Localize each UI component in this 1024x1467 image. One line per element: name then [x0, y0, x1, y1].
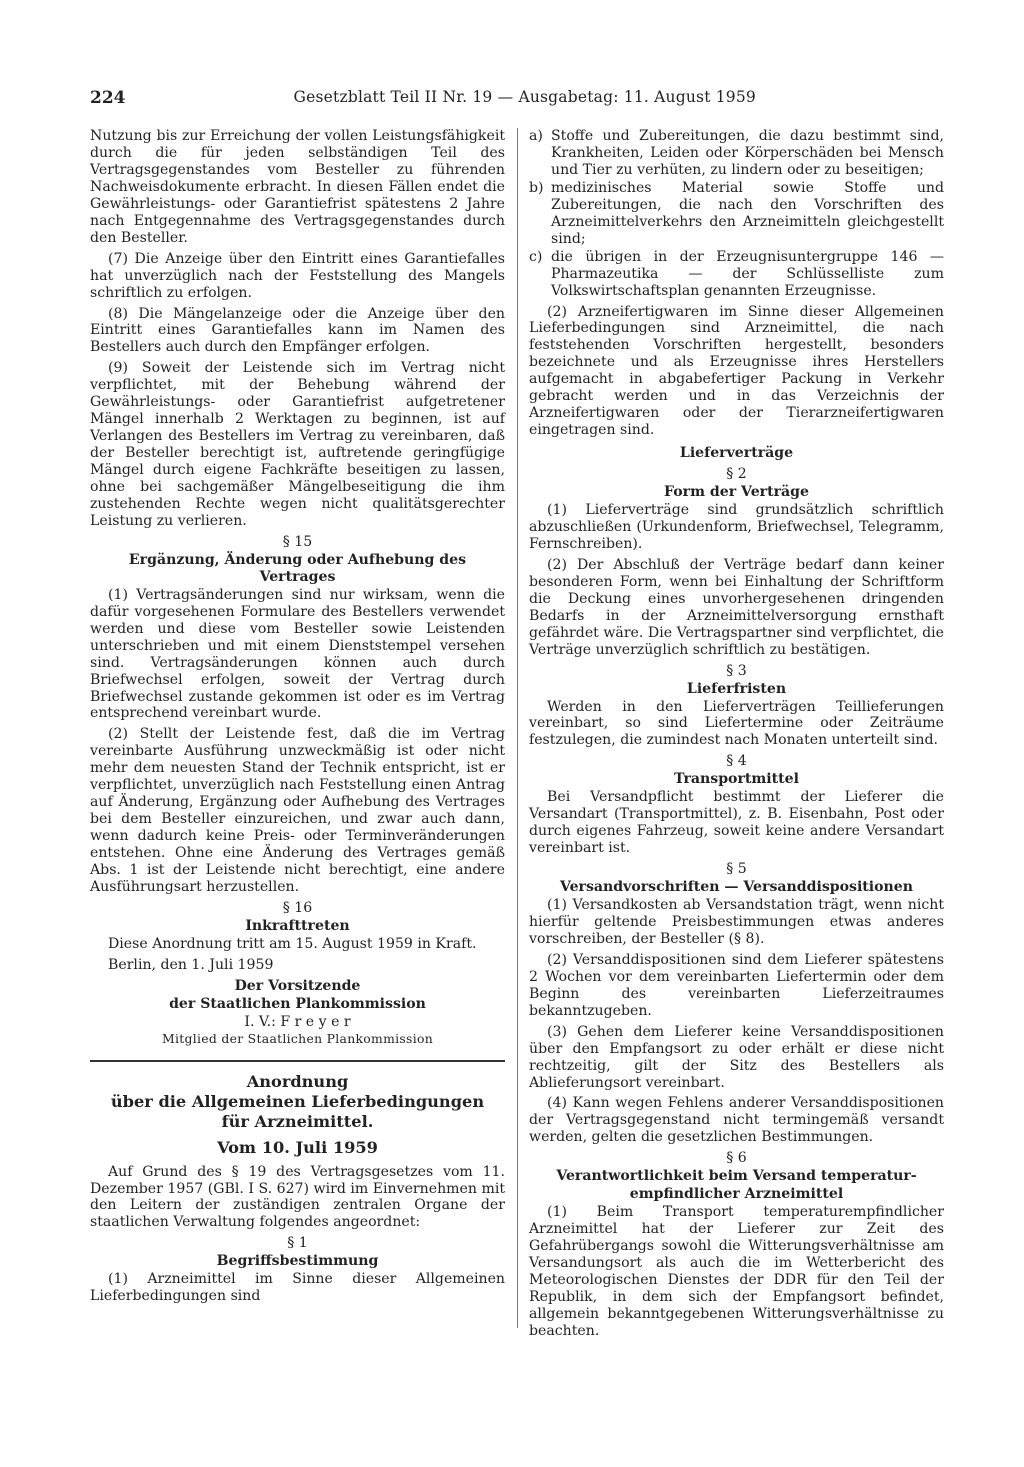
section-2-paragraph-1: (1) Lieferverträge sind grundsätzlich schriftlich abzuschließen (Urkundenform, Briefwechsel, Telegramm, Fernschreiben). — [529, 502, 944, 552]
section-1-paragraph-1: (1) Arzneimittel im Sinne dieser Allgemeinen Lieferbedingungen sind — [90, 1271, 505, 1305]
section-1-number: § 1 — [287, 1235, 308, 1252]
section-5-paragraph-1: (1) Versandkosten ab Versandstation trägt, wenn nicht hierfür geltende Preisbestimmungen etwas anderes vorschreiben, der Besteller (§ 8). — [529, 896, 944, 947]
section-5-number: § 5 — [726, 861, 747, 878]
signature-role: Mitglied der Staatlichen Plankommission — [161, 1030, 434, 1046]
left-column — [90, 128, 505, 1309]
section-5-paragraph-4: (4) Kann wegen Fehlens anderer Versanddispositionen der Vertragsgegenstand nicht termingemäß versandt werden, gelten die gesetzlichen Bestimmungen. — [529, 1095, 944, 1146]
section-3-paragraph: Werden in den Lieferverträgen Teillieferungen vereinbart, so sind Liefertermine oder Zeiträume festzulegen, die zumindest nach Monaten unterteilt sind. — [529, 698, 944, 749]
page-header — [90, 88, 946, 112]
page-number: 224 — [90, 88, 126, 108]
section-6-paragraph-1: (1) Beim Transport temperaturempfindlicher Arzneimittel hat der Lieferer zur Zeit des Gefahrübergangs sowohl die Witterungsverhältnisse am Versandungsort als auch die im Wetterbericht des Meteorologischen Dienstes der DDR für den Teil der Republik, in dem sich der Empfangsort befindet, allgemein bekanntgegebenen Witterungsverhältnisse zu beachten. — [529, 1204, 944, 1339]
section-15-paragraph-1: (1) Vertragsänderungen sind nur wirksam, wenn die dafür vorgesehenen Formulare des Bestellers verwendet werden und diese vom Besteller sowie Leistenden unterschrieben und mit einem Dienststempel versehen sind. Vertragsänderungen können auch durch Briefwechsel erfolgen, soweit der Vertrag durch Briefwechsel zustande gekommen ist oder es im Vertrag entsprechend vereinbart wurde. — [90, 586, 505, 722]
list-text-c: die übrigen in der Erzeugnisuntergruppe 146 — Pharmazeutika — der Schlüsselliste zum Volkswirtschaftsplan genannten Erzeugnisse. — [551, 248, 944, 299]
section-16-paragraph: Diese Anordnung tritt am 15. August 1959 in Kraft. — [108, 935, 477, 952]
header-title: Gesetzblatt Teil II Nr. 19 — Ausgabetag: 11. August 1959 — [293, 88, 756, 106]
section-4-paragraph: Bei Versandpflicht bestimmt der Lieferer die Versandart (Transportmittel), z. B. Eisenbahn, Post oder durch eigenes Fahrzeug, soweit keine andere Versandart vereinbart ist. — [529, 789, 944, 857]
section-15-number: § 15 — [282, 533, 313, 550]
section-3-number: § 3 — [726, 662, 747, 679]
list-label-b: b) — [529, 179, 544, 196]
section-3-title: Lieferfristen — [686, 680, 787, 697]
ordinance-title-1: Anordnung — [246, 1071, 349, 1091]
list-item-c — [529, 249, 944, 300]
section-2-number: § 2 — [726, 466, 747, 483]
section-2-paragraph-2: (2) Der Abschluß der Verträge bedarf dann keiner besonderen Form, wenn bei Einhaltung der Schriftform die Deckung eines unvorhergesehenen dringenden Bedarfs in der Arzneimittelversorgung ernsthaft gefährdet wäre. Die Vertragspartner sind verpflichtet, die Verträge unverzüglich schriftlich zu bestätigen. — [529, 556, 944, 658]
section-4-number: § 4 — [726, 753, 747, 770]
section-15-paragraph-2: (2) Stellt der Leistende fest, daß die im Vertrag vereinbarte Ausführung unzweckmäßig ist oder nicht mehr dem neuesten Stand der Technik entspricht, ist er verpflichtet, unverzüglich nach Feststellung einen Antrag auf Änderung, Ergänzung oder Aufhebung des Vertrages bei dem Besteller einzureichen, und zwar auch dann, wenn dadurch keine Preis- oder Terminveränderungen entstehen. Ohne eine Änderung des Vertrages gemäß Abs. 1 ist der Leistende nicht berechtigt, eine andere Ausführungsart herzustellen. — [90, 726, 505, 895]
section-1-paragraph-2: (2) Arzneifertigwaren im Sinne dieser Allgemeinen Lieferbedingungen sind Arzneimittel, die nach feststehenden Vorschriften hergestellt, besonders bezeichnete und als Erzeugnisse ihres Herstellers aufgemacht in abgabefertiger Packung in Verkehr gebracht werden und in das Verzeichnis der Arzneifertigwaren oder der Tierarzneifertigwaren eingetragen sind. — [529, 303, 944, 439]
part-title: Lieferverträge — [679, 445, 794, 462]
section-16-number: § 16 — [282, 899, 313, 916]
signature-title-2: der Staatlichen Plankommission — [169, 995, 426, 1012]
ordinance-intro: Auf Grund des § 19 des Vertragsgesetzes vom 11. Dezember 1957 (GBl. I S. 627) wird im Einvernehmen mit den Leitern der zuständigen zentralen Organe der staatlichen Verwaltung folgendes angeordnet: — [90, 1163, 505, 1231]
ordinance-title-3: für Arzneimittel. — [221, 1111, 374, 1131]
place-date: Berlin, den 1. Juli 1959 — [108, 956, 274, 973]
section-5-title: Versandvorschriften — Versanddispositionen — [559, 879, 914, 896]
section-2-title: Form der Verträge — [664, 484, 809, 501]
section-6-number: § 6 — [726, 1150, 747, 1167]
list-label-c: c) — [529, 248, 543, 265]
paragraph-9: (9) Soweit der Leistende sich im Vertrag nicht verpflichtet, mit der Behebung während der Gewährleistungs- oder Garantiefrist aufgetretener Mängel innerhalb 2 Werktagen zu beginnen, ist auf Verlangen des Bestellers im Vertrag zu vereinbaren, daß der Besteller berechtigt ist, auftretende geringfügige Mängel durch eigene Fachkräfte beseitigen zu lassen, ohne bei sachgemäßer Mängelbeseitigung die ihm zustehenden Rechte wegen nicht qualitätsgerechter Leistung zu verlieren. — [90, 360, 505, 529]
section-4-title: Transportmittel — [674, 771, 799, 788]
section-divider — [90, 1060, 505, 1062]
section-1-title: Begriffsbestimmung — [216, 1253, 379, 1270]
section-6-title-1: Verantwortlichkeit beim Versand temperatur- — [556, 1168, 917, 1185]
column-divider — [517, 128, 518, 1328]
ordinance-date: Vom 10. Juli 1959 — [217, 1137, 378, 1157]
list-label-a: a) — [529, 128, 543, 144]
list-item-b — [529, 180, 944, 248]
section-5-paragraph-2: (2) Versanddispositionen sind dem Lieferer spätestens 2 Wochen vor dem vereinbarten Liefertermin oder dem Beginn des vereinbarten Lieferzeitraumes bekanntzugeben. — [529, 951, 944, 1019]
section-6-title-2: empfindlicher Arzneimittel — [629, 1186, 844, 1203]
paragraph-continued: Nutzung bis zur Erreichung der vollen Leistungsfähigkeit durch die für jeden selbständigen Teil des Vertragsgegenstandes vom Besteller zu führenden Nachweisdokumente erbracht. In diesen Fällen endet die Gewährleistungs- oder Garantiefrist spätestens 2 Jahre nach Entgegennahme des Vertragsgegenstandes durch den Besteller. — [90, 128, 505, 246]
section-16-title: Inkrafttreten — [245, 917, 350, 934]
ordinance-title-2: über die Allgemeinen Lieferbedingungen — [110, 1091, 485, 1111]
list-text-b: medizinisches Material sowie Stoffe und Zubereitungen, die nach den Vorschriften des Arzneimittelverkehrs den Arzneimitteln gleichgestellt sind; — [551, 179, 944, 247]
right-column — [529, 128, 944, 1344]
signature-name: I. V.: F r e y e r — [244, 1013, 351, 1030]
list-text-a: Stoffe und Zubereitungen, die dazu bestimmt sind, Krankheiten, Leiden oder Körperschäden bei Mensch und Tier zu verhüten, zu lindern oder zu beseitigen; — [551, 128, 944, 178]
signature-title-1: Der Vorsitzende — [234, 977, 361, 994]
section-15-title: Ergänzung, Änderung oder Aufhebung des Vertrages — [128, 551, 467, 585]
section-5-paragraph-3: (3) Gehen dem Lieferer keine Versanddispositionen über den Empfangsort zu oder erhält er diese nicht rechtzeitig, gilt der Sitz des Bestellers als Ablieferungsort vereinbart. — [529, 1023, 944, 1091]
list-item-a — [529, 128, 944, 179]
paragraph-7: (7) Die Anzeige über den Eintritt eines Garantiefalles hat unverzüglich nach der Feststellung des Mangels schriftlich zu erfolgen. — [90, 250, 505, 301]
paragraph-8: (8) Die Mängelanzeige oder die Anzeige über den Eintritt eines Garantiefalles kann im Namen des Bestellers auch durch den Empfänger erfolgen. — [90, 305, 505, 356]
